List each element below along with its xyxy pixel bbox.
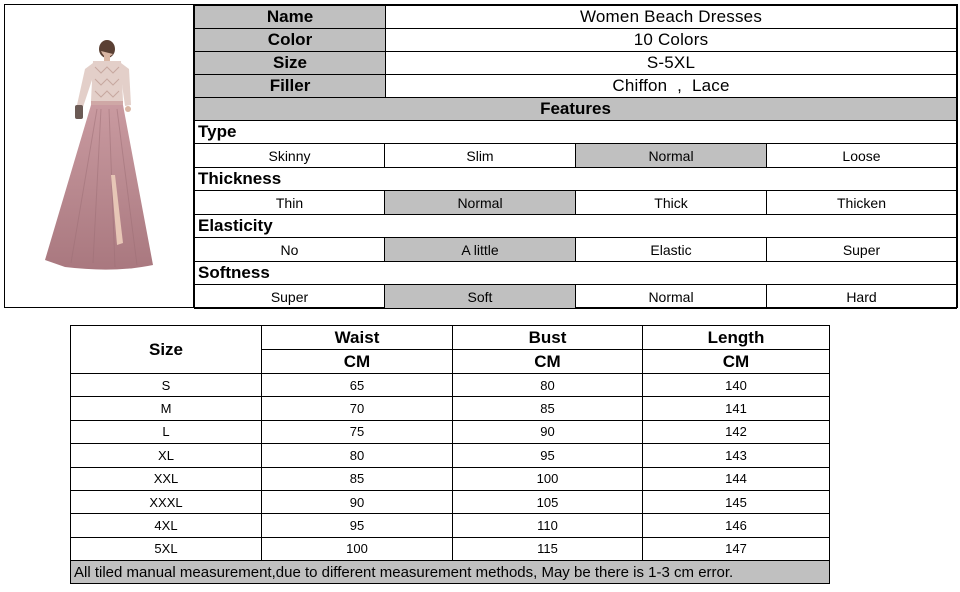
waist-cell: 90	[261, 490, 453, 514]
color-value: 10 Colors	[385, 28, 957, 52]
feature-option: Thick	[575, 190, 767, 215]
feature-option: Slim	[384, 143, 576, 168]
feature-category-type: Type	[194, 120, 957, 144]
waist-cell: 70	[261, 396, 453, 420]
length-cell: 141	[642, 396, 830, 420]
feature-option-selected: Normal	[384, 190, 576, 215]
column-unit-length: CM	[642, 349, 830, 374]
length-cell: 144	[642, 467, 830, 491]
feature-options-row	[194, 237, 957, 262]
feature-option: Loose	[766, 143, 957, 168]
length-cell: 147	[642, 537, 830, 561]
feature-option: Hard	[766, 284, 957, 309]
column-unit-bust: CM	[452, 349, 643, 374]
size-column-header: Size	[70, 325, 262, 374]
column-header-length: Length	[642, 325, 830, 350]
size-cell: 4XL	[70, 513, 262, 537]
size-label: Size	[194, 51, 386, 75]
measurement-note: All tiled manual measurement,due to different measurement methods, May be there is 1-3 cm error.	[70, 560, 830, 584]
waist-cell: 100	[261, 537, 453, 561]
feature-option-selected: Soft	[384, 284, 576, 309]
feature-options-row	[194, 143, 957, 168]
feature-option: Super	[766, 237, 957, 262]
size-cell: S	[70, 373, 262, 397]
bust-cell: 105	[452, 490, 643, 514]
bust-cell: 80	[452, 373, 643, 397]
size-cell: M	[70, 396, 262, 420]
filler-label: Filler	[194, 74, 386, 98]
feature-option: Normal	[575, 284, 767, 309]
name-label: Name	[194, 5, 386, 29]
size-chart-table	[70, 325, 830, 584]
size-cell: XXL	[70, 467, 262, 491]
feature-option: Thin	[194, 190, 385, 215]
feature-option-selected: A little	[384, 237, 576, 262]
waist-cell: 80	[261, 443, 453, 467]
feature-category-elasticity: Elasticity	[194, 214, 957, 238]
filler-value: Chiffon , Lace	[385, 74, 957, 98]
feature-option: No	[194, 237, 385, 262]
product-spec-rows	[194, 5, 957, 307]
feature-option: Skinny	[194, 143, 385, 168]
bust-cell: 110	[452, 513, 643, 537]
bust-cell: 115	[452, 537, 643, 561]
bust-cell: 100	[452, 467, 643, 491]
feature-category-thickness: Thickness	[194, 167, 957, 191]
column-unit-waist: CM	[261, 349, 453, 374]
feature-category-softness: Softness	[194, 261, 957, 285]
feature-option: Super	[194, 284, 385, 309]
product-photo	[5, 5, 194, 307]
column-header-bust: Bust	[452, 325, 643, 350]
bust-cell: 90	[452, 420, 643, 444]
waist-cell: 65	[261, 373, 453, 397]
product-info-table	[4, 4, 958, 308]
waist-cell: 85	[261, 467, 453, 491]
size-cell: XL	[70, 443, 262, 467]
waist-cell: 95	[261, 513, 453, 537]
feature-option: Thicken	[766, 190, 957, 215]
waist-cell: 75	[261, 420, 453, 444]
dress-model-photo-icon	[5, 5, 193, 307]
size-cell: 5XL	[70, 537, 262, 561]
size-cell: L	[70, 420, 262, 444]
length-cell: 140	[642, 373, 830, 397]
length-cell: 142	[642, 420, 830, 444]
bust-cell: 95	[452, 443, 643, 467]
name-value: Women Beach Dresses	[385, 5, 957, 29]
bust-cell: 85	[452, 396, 643, 420]
column-header-waist: Waist	[261, 325, 453, 350]
feature-option-selected: Normal	[575, 143, 767, 168]
size-cell: XXXL	[70, 490, 262, 514]
length-cell: 145	[642, 490, 830, 514]
size-value: S-5XL	[385, 51, 957, 75]
feature-option: Elastic	[575, 237, 767, 262]
color-label: Color	[194, 28, 386, 52]
feature-options-row	[194, 190, 957, 215]
feature-options-row	[194, 284, 957, 309]
features-heading: Features	[194, 97, 957, 121]
length-cell: 146	[642, 513, 830, 537]
length-cell: 143	[642, 443, 830, 467]
